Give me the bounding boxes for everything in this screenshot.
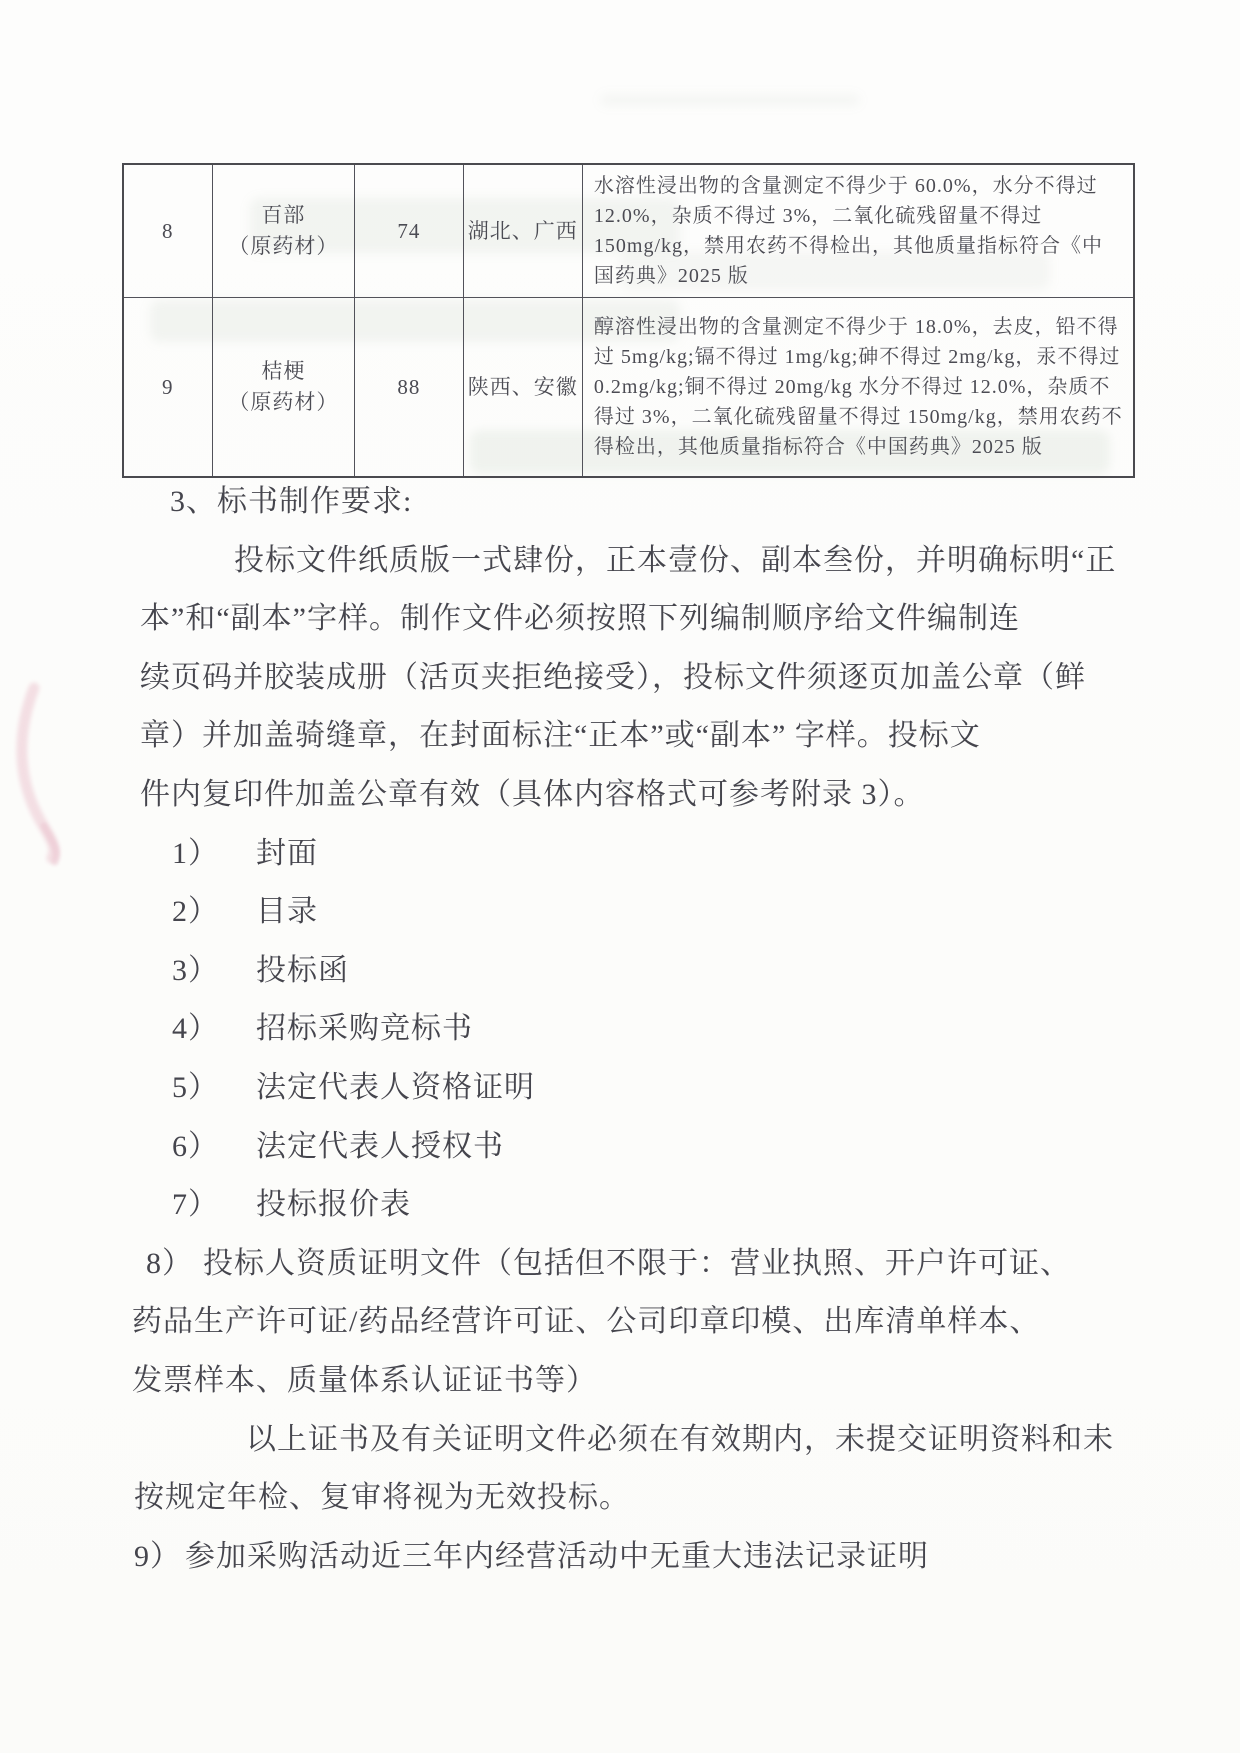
list-item (0, 883, 1240, 942)
cell-item-no: 9 (123, 298, 212, 478)
list-item (0, 1059, 1240, 1118)
list-item-number: 4） (172, 1012, 219, 1046)
scan-bleedthrough-artifact (600, 94, 860, 106)
list-item-text: 投标函 (256, 953, 349, 987)
list-item (0, 1000, 1240, 1059)
table-row (123, 164, 1134, 298)
note-line: 按规定年检、复审将视为无效投标。 (134, 1481, 630, 1515)
document-body (0, 473, 1240, 1586)
list-item-text: 投标人资质证明文件（包括但不限于：营业执照、开户许可证、 (203, 1246, 1071, 1280)
list-item-text: 投标报价表 (256, 1188, 411, 1222)
list-item (0, 1176, 1240, 1235)
item-name-note: （原药材） (228, 234, 339, 258)
spec-table (122, 163, 1135, 478)
list-item-number: 6） (172, 1129, 219, 1163)
paragraph-line: 件内复印件加盖公章有效（具体内容格式可参考附录 3）。 (140, 777, 925, 811)
paragraph-line: 投标文件纸质版一式肆份，正本壹份、副本叁份，并明确标明“正 (234, 543, 1117, 577)
cell-quality-spec: 水溶性浸出物的含量测定不得少于 60.0%，水分不得过 12.0%，杂质不得过 3%，二氧化硫残留量不得过 150mg/kg，禁用农药不得检出，其他质量指标符合《中国药典》2025 版 (582, 164, 1134, 298)
cell-item-name (212, 298, 355, 478)
list-item-text: 法定代表人资格证明 (256, 1070, 535, 1104)
note-line: 以上证书及有关证明文件必须在有效期内，未提交证明资料和未 (246, 1422, 1114, 1456)
cell-origin: 湖北、广西 (463, 164, 582, 298)
list-item-text: 法定代表人授权书 (256, 1129, 504, 1163)
cell-origin: 陕西、安徽 (463, 298, 582, 478)
cell-item-name (212, 164, 355, 298)
list-item (0, 825, 1240, 884)
item-name: 百部 (261, 203, 306, 227)
list-item-text: 封面 (256, 836, 318, 870)
list-item-text: 目录 (256, 895, 318, 929)
list-item-number: 2） (172, 895, 219, 929)
list-item-continuation: 药品生产许可证/药品经营许可证、公司印章印模、出库清单样本、 (132, 1305, 1041, 1339)
table-row (123, 298, 1134, 478)
cell-item-no: 8 (123, 164, 212, 298)
cell-quantity: 74 (355, 164, 463, 298)
list-item (0, 942, 1240, 1001)
list-item-text: 参加采购活动近三年内经营活动中无重大违法记录证明 (185, 1539, 929, 1573)
list-item-continuation: 发票样本、质量体系认证证书等） (132, 1363, 597, 1397)
list-item-number: 9） (134, 1539, 181, 1573)
list-item-text: 招标采购竞标书 (256, 1012, 473, 1046)
list-item (0, 1528, 1240, 1587)
cell-quantity: 88 (355, 298, 463, 478)
list-item-number: 8） (146, 1246, 193, 1280)
list-item (0, 1118, 1240, 1177)
item-name-note: （原药材） (228, 390, 339, 414)
paragraph-line: 章）并加盖骑缝章，在封面标注“正本”或“副本” 字样。投标文 (140, 719, 981, 753)
item-name: 桔梗 (261, 359, 306, 383)
list-item-number: 7） (172, 1188, 219, 1222)
list-item-number: 5） (172, 1070, 219, 1104)
paragraph-line: 续页码并胶装成册（活页夹拒绝接受），投标文件须逐页加盖公章（鲜 (140, 660, 1086, 694)
paragraph-line: 本”和“副本”字样。制作文件必须按照下列编制顺序给文件编制连 (140, 602, 1020, 636)
cell-quality-spec: 醇溶性浸出物的含量测定不得少于 18.0%，去皮，铅不得过 5mg/kg;镉不得过 1mg/kg;砷不得过 2mg/kg，汞不得过 0.2mg/kg;铜不得过 20mg/kg 水分不得过 12.0%，杂质不得过 3%，二氧化硫残留量不得过 150mg/kg，禁用农药不得检出，其他质量指标符合《中国药典》2025 版 (582, 298, 1134, 478)
list-item-number: 3） (172, 953, 219, 987)
section-heading: 3、标书制作要求: (170, 485, 413, 518)
list-item (0, 1235, 1240, 1294)
list-item-number: 1） (172, 836, 219, 870)
